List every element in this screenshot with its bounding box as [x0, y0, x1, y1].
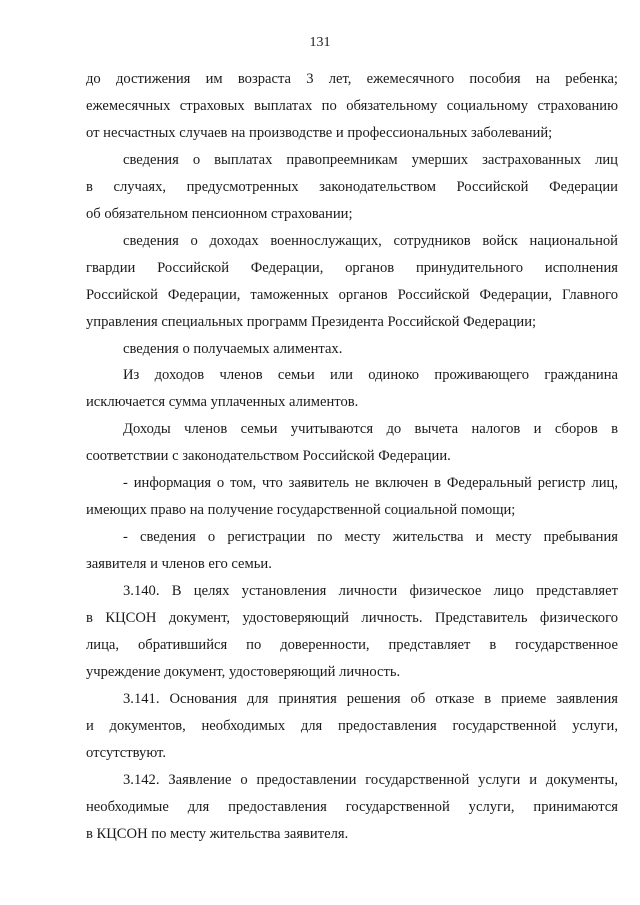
- text-line: ежемесячных страховых выплатах по обязательному социальному страхованию: [86, 98, 618, 114]
- text-line: 3.140. В целях установления личности физическое лицо представляет: [123, 583, 618, 599]
- text-line: в случаях, предусмотренных законодательством Российской Федерации: [86, 179, 618, 195]
- text-line: в КЦСОН по месту жительства заявителя.: [86, 826, 349, 842]
- text-line: в КЦСОН документ, удостоверяющий личность. Представитель физического: [86, 610, 618, 626]
- text-line: исключается сумма уплаченных алиментов.: [86, 394, 359, 410]
- text-line: Из доходов членов семьи или одиноко проживающего гражданина: [123, 367, 618, 383]
- text-line: гвардии Российской Федерации, органов принудительного исполнения: [86, 260, 618, 276]
- page-number: 131: [309, 35, 331, 50]
- text-line: соответствии с законодательством Российской Федерации.: [86, 448, 451, 464]
- text-line: сведения о выплатах правопреемникам умерших застрахованных лиц: [123, 152, 618, 168]
- text-line: - информация о том, что заявитель не включен в Федеральный регистр лиц,: [123, 475, 618, 491]
- text-line: об обязательном пенсионном страховании;: [86, 206, 353, 222]
- text-line: Российской Федерации, таможенных органов Российской Федерации, Главного: [86, 287, 618, 303]
- text-line: лица, обратившийся по доверенности, представляет в государственное: [86, 637, 618, 653]
- text-line: заявителя и членов его семьи.: [86, 556, 272, 572]
- text-line: 3.141. Основания для принятия решения об отказе в приеме заявления: [123, 691, 618, 707]
- text-line: отсутствуют.: [86, 745, 166, 761]
- text-line: сведения о получаемых алиментах.: [123, 341, 343, 357]
- text-line: Доходы членов семьи учитываются до вычета налогов и сборов в: [123, 421, 618, 437]
- text-line: 3.142. Заявление о предоставлении государственной услуги и документы,: [123, 772, 618, 788]
- text-line: до достижения им возраста 3 лет, ежемесячного пособия на ребенка;: [86, 71, 618, 87]
- text-line: - сведения о регистрации по месту жительства и месту пребывания: [123, 529, 618, 545]
- text-line: необходимые для предоставления государственной услуги, принимаются: [86, 799, 618, 815]
- text-line: и документов, необходимых для предоставления государственной услуги,: [86, 718, 618, 734]
- text-line: учреждение документ, удостоверяющий личность.: [86, 664, 401, 680]
- text-line: сведения о доходах военнослужащих, сотрудников войск национальной: [123, 233, 618, 249]
- text-line: имеющих право на получение государственной социальной помощи;: [86, 502, 516, 518]
- text-line: управления специальных программ Президента Российской Федерации;: [86, 314, 537, 330]
- text-line: от несчастных случаев на производстве и профессиональных заболеваний;: [86, 125, 553, 141]
